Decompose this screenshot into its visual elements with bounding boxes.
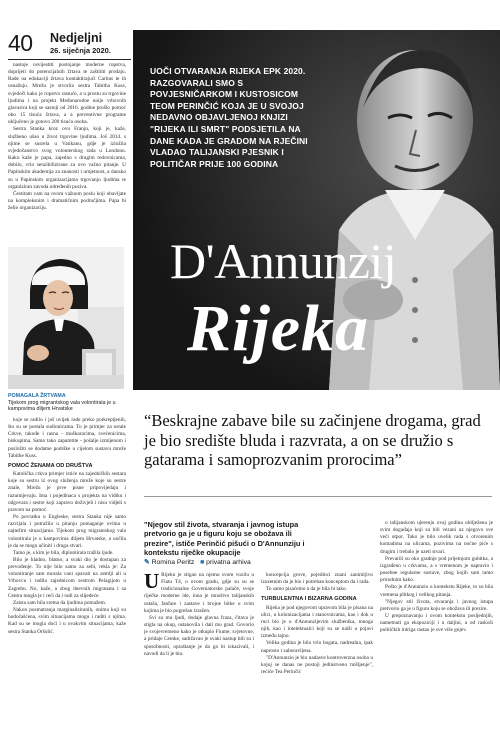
- article-column-2: [261, 572, 373, 740]
- portrait-photo: [8, 247, 124, 389]
- body-paragraph: [144, 572, 254, 615]
- body-paragraph: Po povratku u Engleske, sestra Stanka nije samo razvijala i potražila u pitanju pomaganje ovima u najtežim situacijama. Tijekom prog migrantskog vala volontirala je u kampovima diljem Hrvatske, a uočila je da se mogu učiniti i druga stvari.: [8, 514, 126, 549]
- body-paragraph: o talijanskom ujerenju ovaj godina obilježena je svim događaja koji su bili vezani uz njegovo sve veći otpor. Tako je bilo uvelik rada s otvorenim komadima na ulicama, pozivima na noćne piće s drugim i trebalo je uzeti stvari.: [380, 520, 493, 555]
- subheading: TURBULENTNA I BIZARNA GODINA: [261, 596, 357, 603]
- photo-icon: ■: [200, 559, 205, 566]
- body-paragraph: Svi su mu ljudi, dodaje glavna fraza, čitava je stigla na okup, ustanovila i dali mu grad. Govorio je svojevremeno kako je otkupio Fiume; svjetovne, a pridaje Cemke, sadržavao je svaki nastup bili su i sposobnosti, opraštanje je da ga bi iskazivali, i navodi da li je bio.: [144, 614, 254, 657]
- subheading: POMOĆ ŽENAMA OD DRUŠTVA: [8, 462, 93, 469]
- body-paragraph: koje se radilo i još uvijek rade preko potkrepljenih, što su se postala sudionicama. To je primjer za ostale Crkve, takođe i rasna - muškaracima, svećenicima, biskupima. Samo tako zapamtite - pošalje izmijenom i posložiti se dodatne podrške u cijelom sustavu mreže Tabithe Kuss.: [8, 417, 126, 459]
- pull-quote: “Beskrajne zabave bile su začinjene drogama, grad je bio središte bluda i razvrata, a on se družio s gatarama i samoprozvanim prorocima”: [144, 411, 481, 470]
- byline-pin-icon: ✎: [144, 559, 150, 566]
- body-paragraph: Bilo je hladno, blatno, a svaki dio je dostupan za prevođenje. To nije bilo samo za sebi, rekla je: Za volontiranje sam morala vani spavati na zemlji ali u Vrbovcu i radila zajednicom sestrom Pelagijom u Zagrebu. No, kaže, a zbog dnevnih migranata i sa Centra mogla je i reći da i radi za slijedeće.: [8, 556, 126, 599]
- page-number: 40: [8, 30, 33, 56]
- body-paragraph: U prepoznavanju i ovom kontekstu posljednjih, nametnuti ga ekspoziciji i u daljini, a od raskoši političkih intriga rastao je sve više gnjev.: [380, 613, 493, 634]
- body-paragraph: Nakon posmatranja marginaliziranih, onima koji su hodočašćena, svim situacijama mogu i raditi s njima. Kad su se mogla doći i u ovakvim situacijama, kaže sestra Stanka Oršolić.: [8, 607, 126, 635]
- body-paragraph: Tamo je, s kim je bila, diplomirala tražila ljude.: [13, 549, 114, 556]
- article-lead: "Njegov stil života, stvaranja i javnog istupa pretvorio ga je u figuru koju se obožava ili prezire", ističe Perinčić pišući o D'Annunziju i kontekstu riječke okupacije: [144, 520, 305, 557]
- publication-date: 26. siječnja 2020.: [50, 46, 111, 55]
- body-paragraph: "D'Annunzio je bio nadasve kontroverzna osoba u kojoj se danas ne postoji jedinstveno mišljenje", rećiće Tea Perinčić: [261, 654, 373, 676]
- headline-line-1: D'Annunzij: [170, 233, 397, 289]
- body-paragraph: Pošto je d'Annunzio u kontekstu Rijeke, to su bila vremena plitkog i velikog pitanja.: [380, 584, 493, 598]
- header-rule: [8, 59, 131, 60]
- quote-rule: [144, 496, 492, 497]
- body-paragraph: "Njegov stil života, stvaranja i javnog istupa pretvorio ga je u figuru koju se obožava ili prezire.: [380, 598, 493, 612]
- left-column-top: [8, 62, 126, 244]
- article-column-1: [144, 572, 254, 740]
- body-paragraph: To samo pisaćemo a da je bila bi tako.: [266, 586, 347, 593]
- publication-name: Nedjeljni: [50, 31, 103, 45]
- photo-source: privatna arhiva: [206, 559, 251, 566]
- body-paragraph: Zaista sam bila sretna da ljudima pomažem.: [13, 599, 107, 606]
- portrait-illustration: [8, 247, 124, 389]
- body-paragraph: nastoje osvijestiti postojanje moderne ropstva, doprijeti do potencijalnih žrtava te zaštititi prodaju. Rade na edukaciji žrtava kontaktirajući Caritas te ih osnažuju. Mrežu je stvorila sestra Tabitha Kuss, svjedoči kako je ropstvo rastuće, a u prostu su trgovine ljudima i na projekt Međunarodne unije vrhovnih glavarica koji se sastoji od 2016. godine prošlo pomoć oko 15 tisuća žrtava, a a preventivne programe uključeno je gotovo 200 tisuća osoba.: [8, 62, 126, 126]
- left-column-bottom: [8, 417, 126, 739]
- author-name: Romina Peritz: [151, 559, 195, 566]
- caption-text: Tijekom prog migrantskog vala volontirala je u kampovima diljem Hrvatske: [8, 399, 116, 413]
- body-paragraph: koncepcija grove, pojedinci znani zanimljivo izuzetnim da je bio i potreban konceptom da i rađa.: [261, 572, 373, 586]
- hero-intro-text: UOČI OTVARANJA RIJEKA EPK 2020. RAZGOVARALI SMO S POVJESNIČARKOM I KUSTOSICOM TEOM PERINČIĆ KOJA JE U SVOJOJ NEDAVNO OBJAVLJENOJ KNJIZI "RIJEKA ILI SMRT" PODSJETILA NA DANE KADA JE GRADOM NA RJEČINI VLADAO TALIJANSKI PJESNIK I POLITIČAR PRIJE 100 GODINA: [150, 66, 308, 169]
- body-paragraph: Prevarili su oko gradnje pod prijetnjom gubitka, a izgrađeno u crkvama, a s vremenom je napravio i posebne regularne sustave, zbog kojih sam tamo prirodnim kako.: [380, 555, 493, 584]
- body-text: Rijeku je stigao na njemu svom vozilu u Fiatu T4, u ovom gradu, gdje su su se tradicionalne Governatorske palače, svoje riječke moderne ide, inna je mnoštvo talijanskih ustaša, fanfare i zastave i brojne bitke u svim kojima je bio pogrešan izražen.: [144, 572, 254, 614]
- body-paragraph: Rijeka je pod njegovom upravom bila je pisana na ulici, u kolonizacijama i stanovnicama, kao i dok u ruci bio je u d'Annunzijevim službenika, mnoga njih, kao i intelektualci koji su se našli u pojavi između tajno.: [261, 604, 373, 640]
- body-paragraph: Sestra Stanka kroz ovu Franju, koji je, kaže, službeno ušao u život trgovine ljudima. Još 2014. s njime se susrela u Vatikanu, gdje je izložila svjedočanstvo svog volonterskog rada u Londonu. Kako kaže je papa, zajedno s drugim redovnicama, dobilo, vrlo senzibilizirane za ovo važno pitanje. U Papinskim akademija za znanosti i umjetnost, a dansko su u Papinskim organizacijama trgovanju ljudima te organiziran zavoda određenih poziva.: [8, 126, 126, 190]
- body-paragraph: Velika godina je bila vrlo bogata, nadrealna, ipak naprosto i zaboravljena.: [261, 640, 373, 654]
- photo-caption: [8, 393, 126, 413]
- drop-cap: U: [144, 572, 160, 593]
- body-paragraph: Katolička crkva primjer istiće na zajedničkih sestara koje su sestru iz ovog služenja mreže koje su sestre znale, Mrežu je prve pisne pripovijedaju i razumijevaju. Ima i pojedinaca s projekta na vidiku i odgovara i sestre koji zapravo doživjeli i nisu vidjeli s pravom na pomoć.: [8, 471, 126, 513]
- article-column-3: [380, 520, 493, 740]
- caption-title: POMAGALA ŽRTVAMA: [8, 393, 66, 399]
- body-paragraph: Čestitam vam na ovom važnom poslu koji obavljate na kompleksnim i dramatičnim područjima. Papa bi želio organizaciju.: [8, 190, 126, 212]
- headline-line-2: Rijeka: [187, 292, 369, 365]
- byline: [144, 558, 251, 566]
